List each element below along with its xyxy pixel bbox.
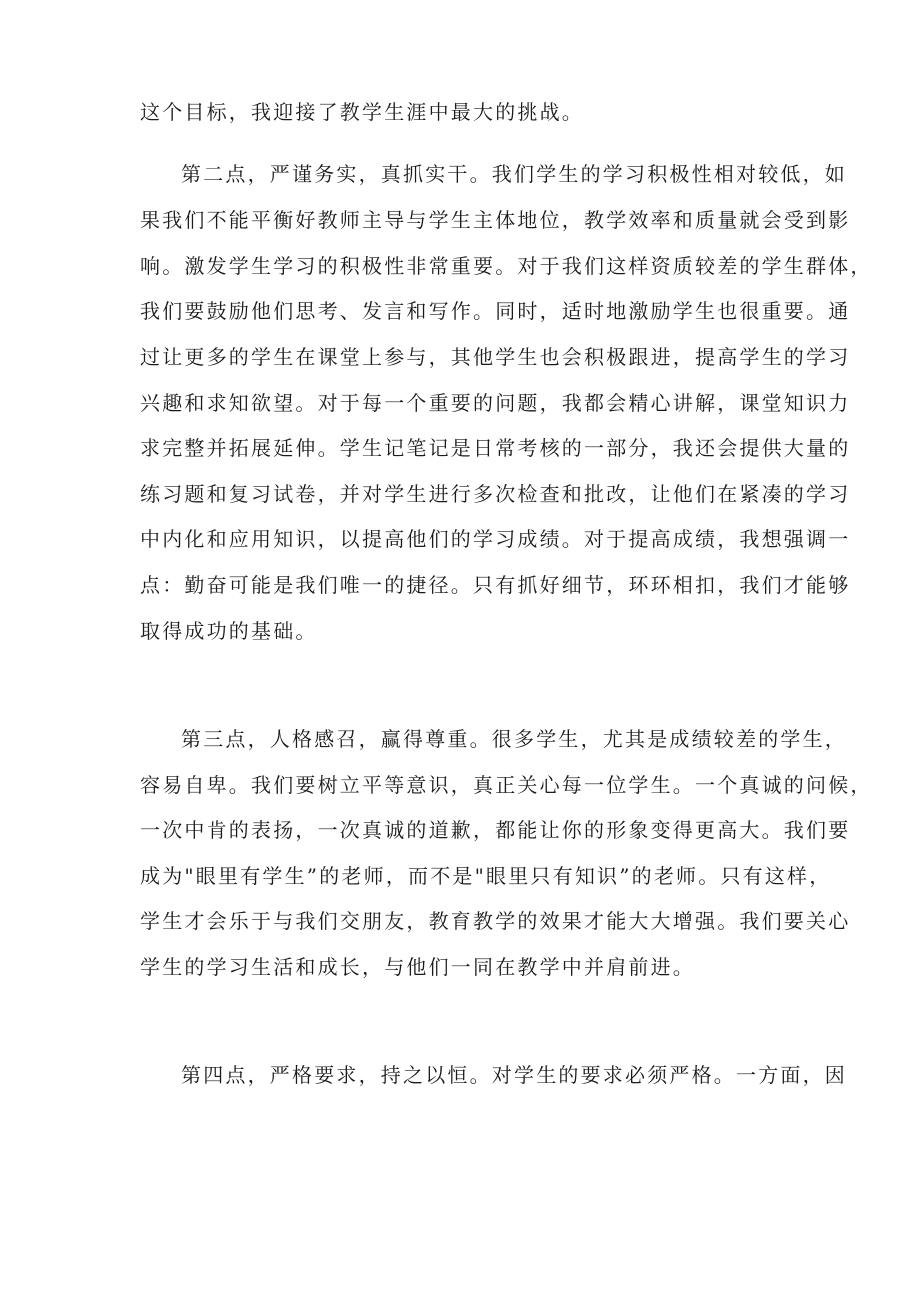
paragraph-2-line-3: 响。激发学生学习的积极性非常重要。对于我们这样资质较差的学生群体， [140, 254, 873, 278]
paragraph-2-line-7: 求完整并拓展延伸。学生记笔记是日常考核的一部分，我还会提供大量的 [140, 436, 851, 460]
paragraph-3-line-5: 学生才会乐于与我们交朋友，教育教学的效果才能大大增强。我们要关心 [140, 909, 851, 933]
paragraph-2-line-11: 取得成功的基础。 [140, 619, 318, 643]
paragraph-2-line-9: 中内化和应用知识，以提高他们的学习成绩。对于提高成绩，我想强调一 [140, 527, 851, 551]
paragraph-2-line-6: 兴趣和求知欲望。对于每一个重要的问题，我都会精心讲解，课堂知识力 [140, 391, 851, 415]
paragraph-3-line-1: 第三点，人格感召，赢得尊重。很多学生，尤其是成绩较差的学生， [181, 727, 847, 751]
paragraph-3-line-6: 学生的学习生活和成长，与他们一同在教学中并肩前进。 [140, 955, 695, 979]
paragraph-2-line-8: 练习题和复习试卷，并对学生进行多次检查和批改，让他们在紧凑的学习 [140, 482, 851, 506]
paragraph-3-line-2: 容易自卑。我们要树立平等意识，真正关心每一位学生。一个真诚的问候， [140, 773, 873, 797]
paragraph-4-line-1: 第四点，严格要求，持之以恒。对学生的要求必须严格。一方面，因 [181, 1063, 847, 1087]
paragraph-2-line-2: 果我们不能平衡好教师主导与学生主体地位，教学效率和质量就会受到影 [140, 208, 851, 232]
paragraph-3-line-4: 成为"眼里有学生”的老师，而不是"眼里只有知识”的老师。只有这样， [140, 864, 832, 888]
paragraph-2-line-1: 第二点，严谨务实，真抓实干。我们学生的学习积极性相对较低，如 [181, 162, 847, 186]
paragraph-2-line-5: 过让更多的学生在课堂上参与，其他学生也会积极跟进，提高学生的学习 [140, 345, 851, 369]
paragraph-2-line-4: 我们要鼓励他们思考、发言和写作。同时，适时地激励学生也很重要。通 [140, 299, 851, 323]
paragraph-1-line-1: 这个目标，我迎接了教学生涯中最大的挑战。 [140, 100, 584, 124]
paragraph-3-line-3: 一次中肯的表扬，一次真诚的道歉，都能让你的形象变得更高大。我们要 [140, 818, 851, 842]
paragraph-2-line-10: 点：勤奋可能是我们唯一的捷径。只有抓好细节，环环相扣，我们才能够 [140, 573, 851, 597]
